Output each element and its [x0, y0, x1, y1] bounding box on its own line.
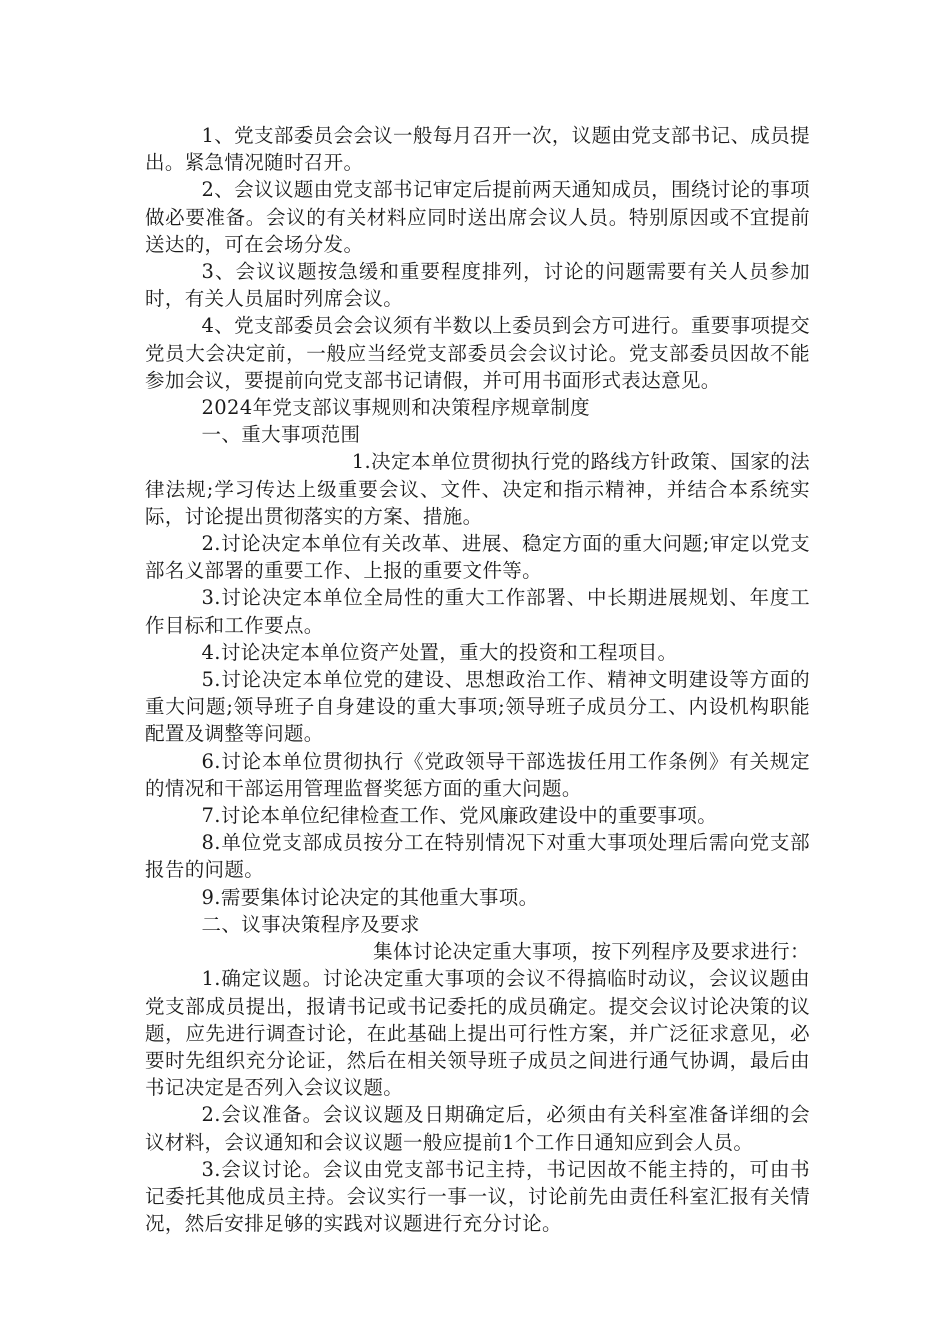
paragraph-agenda-notice: 2、会议议题由党支部书记审定后提前两天通知成员，围绕讨论的事项做必要准备。会议的有关材料应同时送出席会议人员。特别原因或不宜提前送达的，可在会场分发。 [145, 178, 810, 256]
list-item-major-9: 9.需要集体讨论决定的其他重大事项。 [201, 885, 539, 909]
document-title: 2024年党支部议事规则和决策程序规章制度 [201, 396, 591, 420]
paragraph-meeting-frequency: 1、党支部委员会会议一般每月召开一次，议题由党支部书记、成员提出。紧急情况随时召开。 [145, 124, 810, 175]
list-item-major-7: 7.讨论本单位纪律检查工作、党风廉政建设中的重要事项。 [201, 804, 718, 828]
list-item-major-6: 6.讨论本单位贯彻执行《党政领导干部选拔任用工作条例》有关规定的情况和干部运用管理监督奖惩方面的重大问题。 [145, 749, 810, 800]
paragraph-quorum: 4、党支部委员会会议须有半数以上委员到会方可进行。重要事项提交党员大会决定前，一般应当经党支部委员会会议讨论。党支部委员因故不能参加会议，要提前向党支部书记请假，并可用书面形式表达意见。 [145, 314, 810, 392]
list-item-major-1: 1.决定本单位贯彻执行党的路线方针政策、国家的法律法规;学习传达上级重要会议、文件、决定和指示精神，并结合本系统实际，讨论提出贯彻落实的方案、措施。 [145, 450, 810, 528]
list-item-major-2: 2.讨论决定本单位有关改革、进展、稳定方面的重大问题;审定以党支部名义部署的重要工作、上报的重要文件等。 [145, 532, 810, 583]
list-item-procedure-2: 2.会议准备。会议议题及日期确定后，必须由有关科室准备详细的会议材料，会议通知和会议议题一般应提前1个工作日通知应到会人员。 [145, 1103, 810, 1154]
list-item-major-5: 5.讨论决定本单位党的建设、思想政治工作、精神文明建设等方面的重大问题;领导班子自身建设的重大事项;领导班子成员分工、内设机构职能配置及调整等问题。 [145, 668, 810, 746]
list-item-major-8: 8.单位党支部成员按分工在特别情况下对重大事项处理后需向党支部报告的问题。 [145, 831, 810, 882]
document-body [145, 122, 810, 1237]
list-item-procedure-3: 3.会议讨论。会议由党支部书记主持，书记因故不能主持的，可由书记委托其他成员主持。会议实行一事一议，讨论前先由责任科室汇报有关情况，然后安排足够的实践对议题进行充分讨论。 [145, 1157, 810, 1236]
list-item-procedure-1: 1.确定议题。讨论决定重大事项的会议不得搞临时动议，会议议题由党支部成员提出，报请书记或书记委托的成员确定。提交会议讨论决策的议题，应先进行调查讨论，在此基础上提出可行性方案，并广泛征求意见，必要时先组织充分论证，然后在相关领导班子成员之间进行通气协调，最后由书记决定是否列入会议议题。 [145, 967, 810, 1100]
list-item-major-4: 4.讨论决定本单位资产处置，重大的投资和工程项目。 [201, 640, 678, 664]
section-heading-procedure: 二、议事决策程序及要求 [201, 912, 420, 936]
section-heading-major-matters: 一、重大事项范围 [201, 423, 361, 447]
list-item-major-3: 3.讨论决定本单位全局性的重大工作部署、中长期进展规划、年度工作目标和工作要点。 [145, 586, 810, 637]
paragraph-procedure-intro: 集体讨论决定重大事项，按下列程序及要求进行： [373, 940, 810, 964]
paragraph-agenda-order: 3、会议议题按急缓和重要程度排列，讨论的问题需要有关人员参加时，有关人员届时列席会议。 [145, 260, 810, 311]
